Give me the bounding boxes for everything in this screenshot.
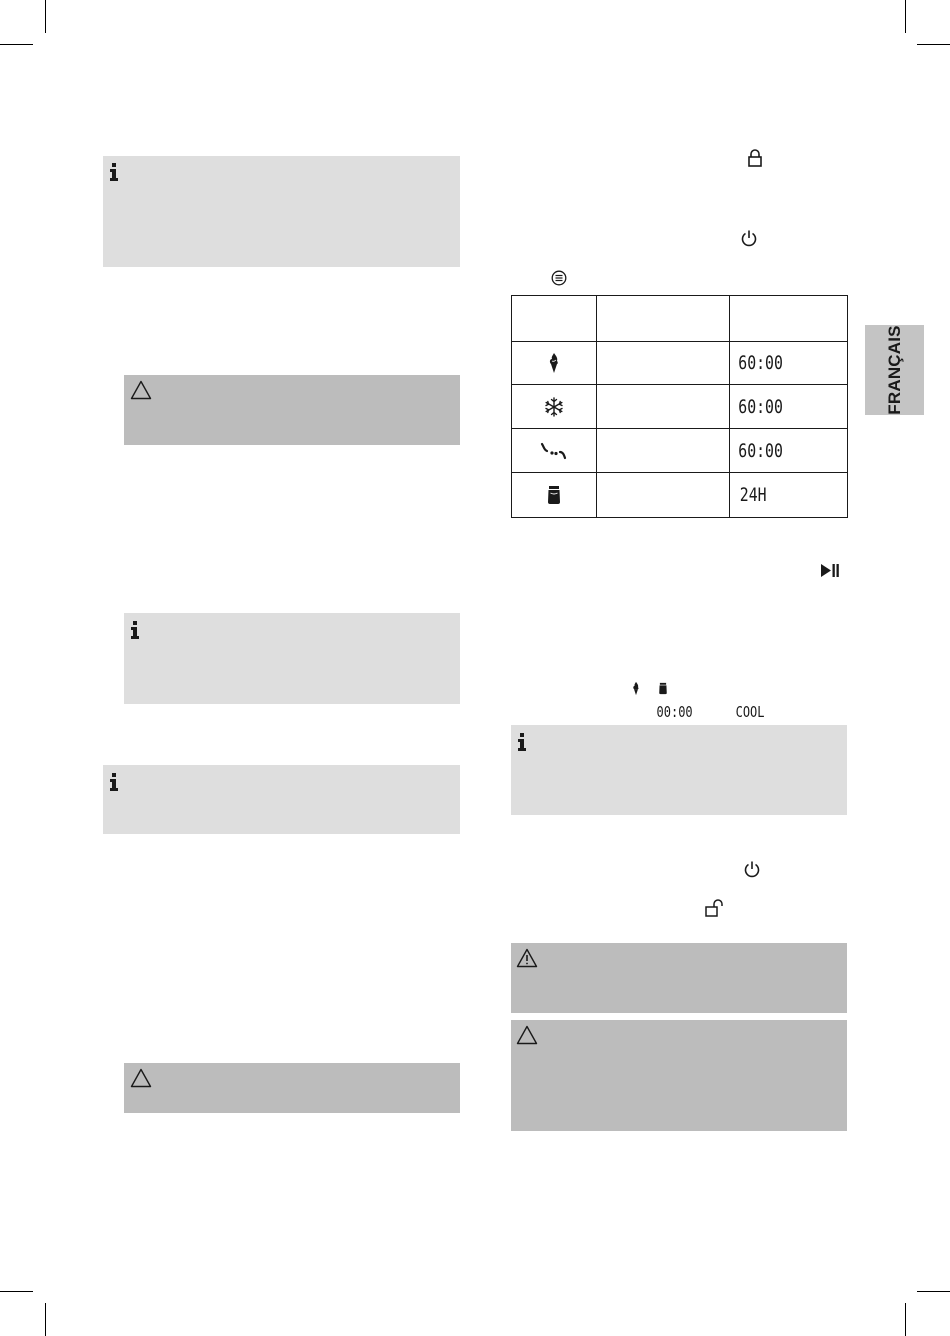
info-box xyxy=(511,725,847,815)
crop-mark xyxy=(905,1303,906,1336)
language-label: FRANÇAIS xyxy=(884,325,904,415)
info-box xyxy=(103,156,460,267)
crop-mark xyxy=(45,1303,46,1336)
caution-triangle-icon xyxy=(516,1025,538,1045)
table-cell-display xyxy=(730,473,848,518)
yogurt-icon xyxy=(546,485,562,505)
table-header-cell xyxy=(597,296,730,342)
warning-box xyxy=(124,1063,460,1113)
warning-exclamation-icon xyxy=(516,948,538,968)
warning-box xyxy=(511,1020,847,1131)
table-cell xyxy=(597,342,730,385)
warning-box xyxy=(124,375,460,445)
info-icon xyxy=(517,733,527,751)
table-cell xyxy=(597,429,730,473)
crop-mark xyxy=(917,44,950,45)
crop-mark xyxy=(917,1291,950,1292)
table-cell-display xyxy=(730,385,848,429)
table-cell-icon xyxy=(512,429,597,473)
table-row xyxy=(512,342,848,385)
caution-triangle-icon xyxy=(130,1068,152,1088)
unlock-icon xyxy=(704,899,726,917)
language-tab xyxy=(865,325,924,415)
table-row xyxy=(512,473,848,518)
info-icon xyxy=(130,621,140,639)
stir-icon xyxy=(540,441,568,461)
crop-mark xyxy=(0,1291,33,1292)
crop-mark xyxy=(0,44,33,45)
table-row xyxy=(512,429,848,473)
table-row xyxy=(512,385,848,429)
play-pause-icon xyxy=(820,563,840,578)
table-cell xyxy=(597,385,730,429)
time-readout: 00:00 xyxy=(656,703,693,721)
lcd-display-text: 60:00 xyxy=(738,352,783,374)
caution-triangle-icon xyxy=(130,380,152,400)
info-icon xyxy=(109,163,119,181)
table-cell-display xyxy=(730,342,848,385)
lcd-display-text: 60:00 xyxy=(738,439,783,462)
table-cell-icon xyxy=(512,473,597,518)
crop-mark xyxy=(905,0,906,33)
info-icon xyxy=(109,773,119,791)
table-header-cell xyxy=(730,296,848,342)
table-cell-display xyxy=(730,429,848,473)
ice-cream-icon xyxy=(632,681,640,696)
table-cell-icon xyxy=(512,385,597,429)
snowflake-icon xyxy=(544,397,564,417)
table-cell xyxy=(597,473,730,518)
table-cell-icon xyxy=(512,342,597,385)
ice-cream-icon xyxy=(548,352,560,374)
warning-box xyxy=(511,943,847,1013)
lcd-display-text: 24H xyxy=(739,484,767,506)
menu-icon xyxy=(551,270,567,286)
info-box xyxy=(103,765,460,834)
lock-icon xyxy=(747,149,763,167)
cool-readout: COOL xyxy=(735,703,765,721)
yogurt-icon xyxy=(658,682,668,695)
crop-mark xyxy=(45,0,46,33)
power-icon xyxy=(740,229,758,247)
lcd-display-text: 60:00 xyxy=(738,395,783,418)
program-table xyxy=(511,295,848,518)
table-header-cell xyxy=(512,296,597,342)
info-box xyxy=(124,613,460,704)
table-header-row xyxy=(512,296,848,342)
power-icon xyxy=(743,860,761,878)
